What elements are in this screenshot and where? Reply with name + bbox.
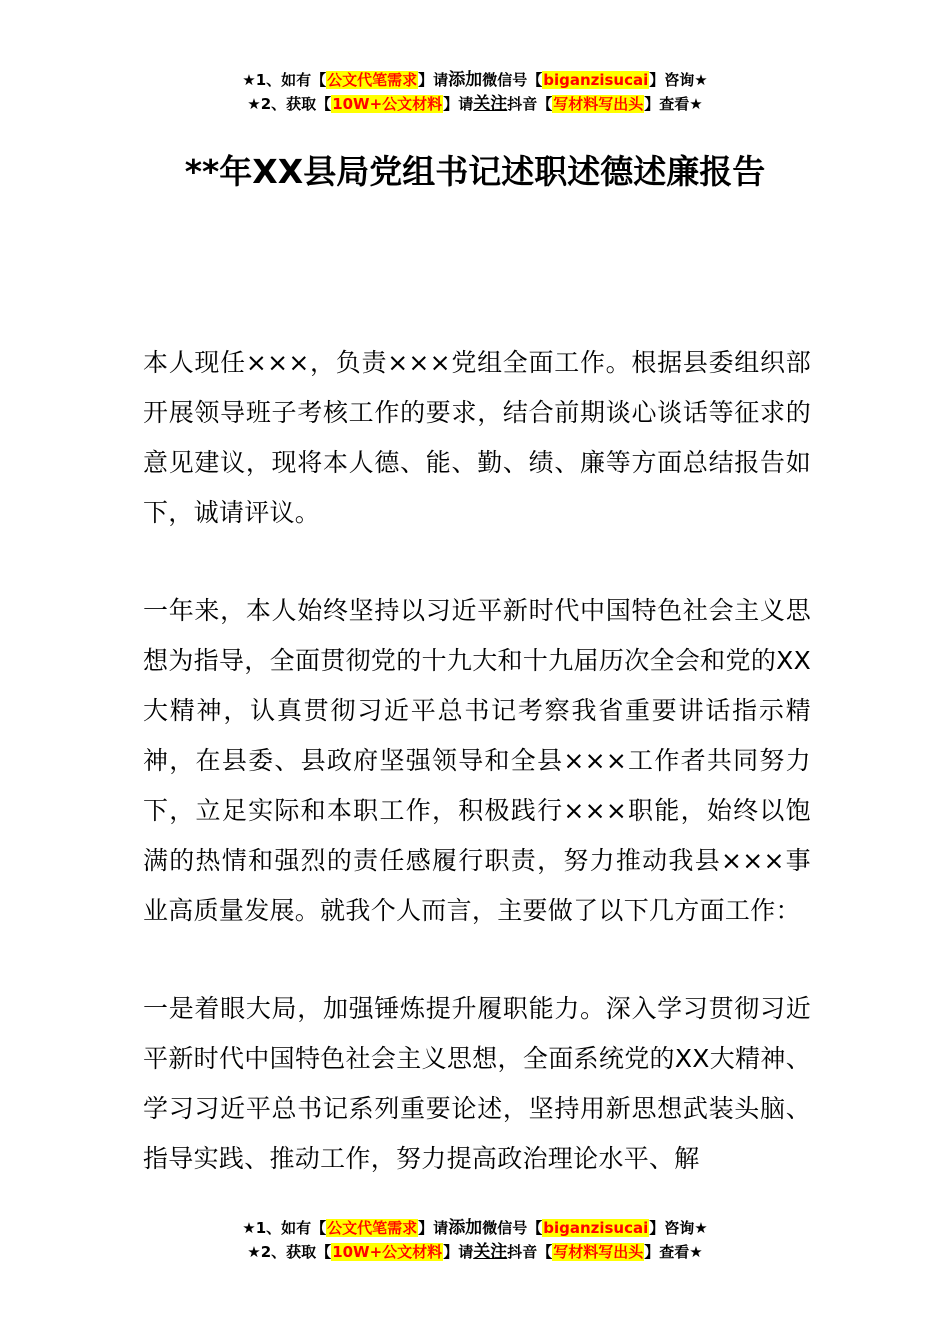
footer-line-2-middle-2: 抖音【	[507, 1243, 553, 1261]
header-banner	[0, 68, 950, 116]
banner-line-1-prefix: ★1、如有【	[242, 71, 327, 89]
banner-line-2-highlight-douyin: 写材料写出头	[553, 95, 644, 113]
banner-line-1-highlight-service: 公文代笔需求	[327, 71, 418, 89]
document-body	[143, 338, 811, 1184]
footer-banner-line-1	[0, 1216, 950, 1240]
footer-banner	[0, 1216, 950, 1264]
footer-line-1-prefix: ★1、如有【	[242, 1219, 327, 1237]
footer-line-2-highlight-materials: 10W+公文材料	[332, 1243, 443, 1261]
document-title: **年XX县局党组书记述职述德述廉报告	[184, 152, 766, 191]
footer-line-2-highlight-douyin: 写材料写出头	[553, 1243, 644, 1261]
footer-line-1-suffix: 】咨询★	[649, 1219, 708, 1237]
banner-line-2-middle-2: 抖音【	[507, 95, 553, 113]
footer-line-1-highlight-wechat: biganzisucai	[543, 1219, 649, 1237]
footer-line-1-highlight-service: 公文代笔需求	[327, 1219, 418, 1237]
banner-line-2-prefix: ★2、获取【	[247, 95, 332, 113]
footer-line-1-emphasis: 添加	[448, 1218, 483, 1238]
banner-line-1-middle-2: 微信号【	[482, 71, 543, 89]
footer-line-2-prefix: ★2、获取【	[247, 1243, 332, 1261]
paragraph-intro: 本人现任×××，负责×××党组全面工作。根据县委组织部开展领导班子考核工作的要求，结合前期谈心谈话等征求的意见建议，现将本人德、能、勤、绩、廉等方面总结报告如下，诚请评议。	[143, 348, 811, 527]
footer-banner-line-2	[0, 1240, 950, 1264]
banner-line-1-highlight-wechat: biganzisucai	[543, 71, 649, 89]
banner-line-2-suffix: 】查看★	[644, 95, 703, 113]
banner-line-2-emphasis: 关注	[473, 94, 508, 114]
footer-line-1-middle-2: 微信号【	[482, 1219, 543, 1237]
footer-line-1-middle: 】请	[418, 1219, 449, 1237]
banner-line-1	[0, 68, 950, 92]
paragraph-overview: 一年来，本人始终坚持以习近平新时代中国特色社会主义思想为指导，全面贯彻党的十九大和十九届历次全会和党的XX大精神，认真贯彻习近平总书记考察我省重要讲话指示精神，在县委、县政府坚强领导和全县×××工作者共同努力下，立足实际和本职工作，积极践行×××职能，始终以饱满的热情和强烈的责任感履行职责，努力推动我县×××事业高质量发展。就我个人而言，主要做了以下几方面工作：	[143, 596, 811, 925]
banner-line-1-emphasis: 添加	[448, 70, 483, 90]
banner-line-2-middle: 】请	[443, 95, 474, 113]
banner-line-2-highlight-materials: 10W+公文材料	[332, 95, 443, 113]
banner-line-2	[0, 92, 950, 116]
banner-line-1-middle: 】请	[418, 71, 449, 89]
paragraph-point-one: 一是着眼大局，加强锤炼提升履职能力。深入学习贯彻习近平新时代中国特色社会主义思想，全面系统党的XX大精神、学习习近平总书记系列重要论述，坚持用新思想武装头脑、指导实践、推动工作，努力提高政治理论水平、解	[143, 994, 811, 1173]
footer-line-2-emphasis: 关注	[473, 1242, 508, 1262]
footer-line-2-middle: 】请	[443, 1243, 474, 1261]
banner-line-1-suffix: 】咨询★	[649, 71, 708, 89]
footer-line-2-suffix: 】查看★	[644, 1243, 703, 1261]
